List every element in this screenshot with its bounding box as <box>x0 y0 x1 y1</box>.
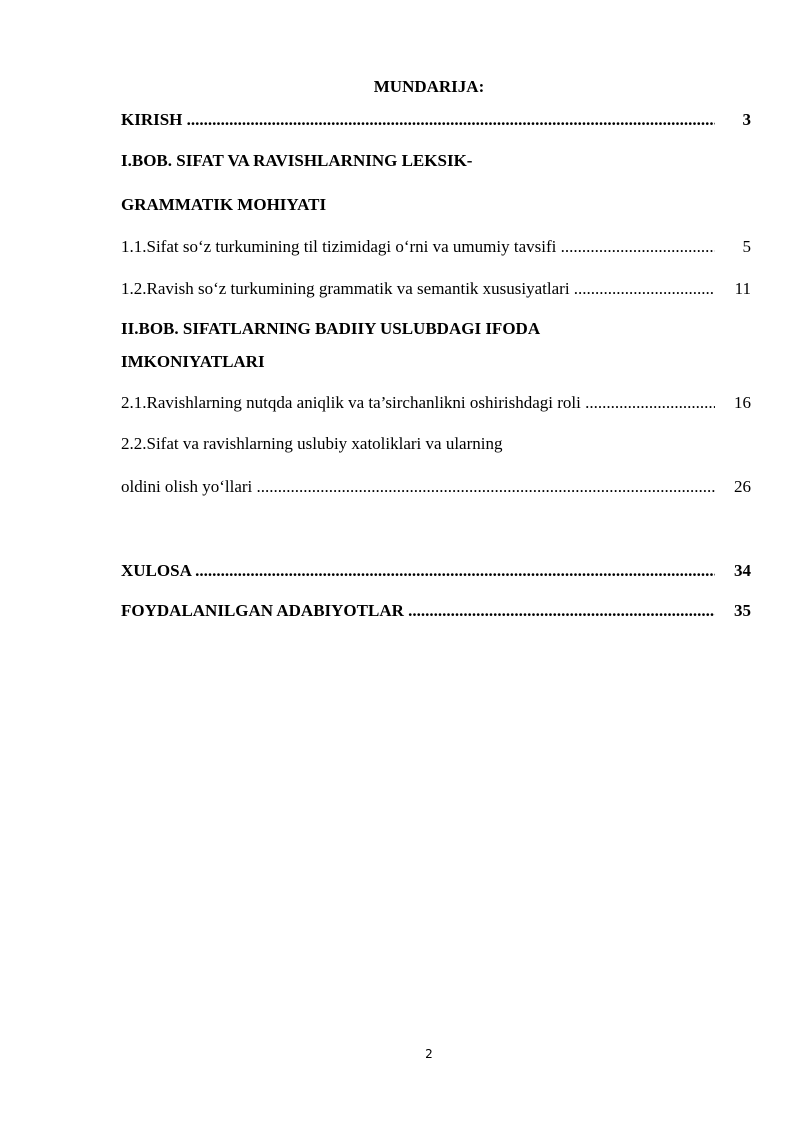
toc-heading: MUNDARIJA: <box>373 77 485 96</box>
toc-entry-label: 1.1.Sifat so‘z turkumining til tizimidagi o‘rni va umumiy tavsifi ..... <box>121 236 715 258</box>
toc-entry-label: FOYDALANILGAN ADABIYOTLAR ..... <box>121 600 715 622</box>
toc-entry-label: KIRISH ..... <box>121 109 715 131</box>
page-number: 2 <box>425 1047 433 1061</box>
toc-entry-section-1-1[interactable] <box>121 236 751 258</box>
toc-entry-intro[interactable] <box>121 109 751 131</box>
toc-chapter-2-title-line1[interactable]: II.BOB. SIFATLARNING BADIIY USLUBDAGI IFODA <box>121 319 541 338</box>
toc-entry-section-1-2[interactable] <box>121 278 751 300</box>
toc-entry-page: 5 <box>742 237 751 256</box>
toc-entry-section-2-2[interactable] <box>121 476 751 498</box>
toc-entry-page: 35 <box>734 601 751 620</box>
toc-entry-section-2-2-line1[interactable]: 2.2.Sifat va ravishlarning uslubiy xatoliklari va ularning <box>121 434 503 453</box>
toc-entry-page: 11 <box>734 279 751 298</box>
toc-entry-label: oldini olish yo‘llari ..... <box>121 476 715 498</box>
toc-entry-label: 2.1.Ravishlarning nutqda aniqlik va ta’sirchanlikni oshirishdagi roli ..... <box>121 392 715 414</box>
toc-chapter-1-title-line2[interactable]: GRAMMATIK MOHIYATI <box>121 195 327 214</box>
toc-entry-label: 1.2.Ravish so‘z turkumining grammatik va semantik xususiyatlari ..... <box>121 278 715 300</box>
toc-entry-page: 26 <box>734 477 751 496</box>
toc-entry-section-2-1[interactable] <box>121 392 751 414</box>
toc-entry-page: 16 <box>734 393 751 412</box>
toc-chapter-1-title-line1[interactable]: I.BOB. SIFAT VA RAVISHLARNING LEKSIK- <box>121 151 473 170</box>
toc-chapter-2-title-line2[interactable]: IMKONIYATLARI <box>121 352 265 371</box>
toc-entry-conclusion[interactable] <box>121 560 751 582</box>
toc-entry-label: XULOSA ..... <box>121 560 715 582</box>
toc-entry-references[interactable] <box>121 600 751 622</box>
toc-entry-page: 34 <box>734 561 751 580</box>
toc-entry-page: 3 <box>742 110 751 129</box>
